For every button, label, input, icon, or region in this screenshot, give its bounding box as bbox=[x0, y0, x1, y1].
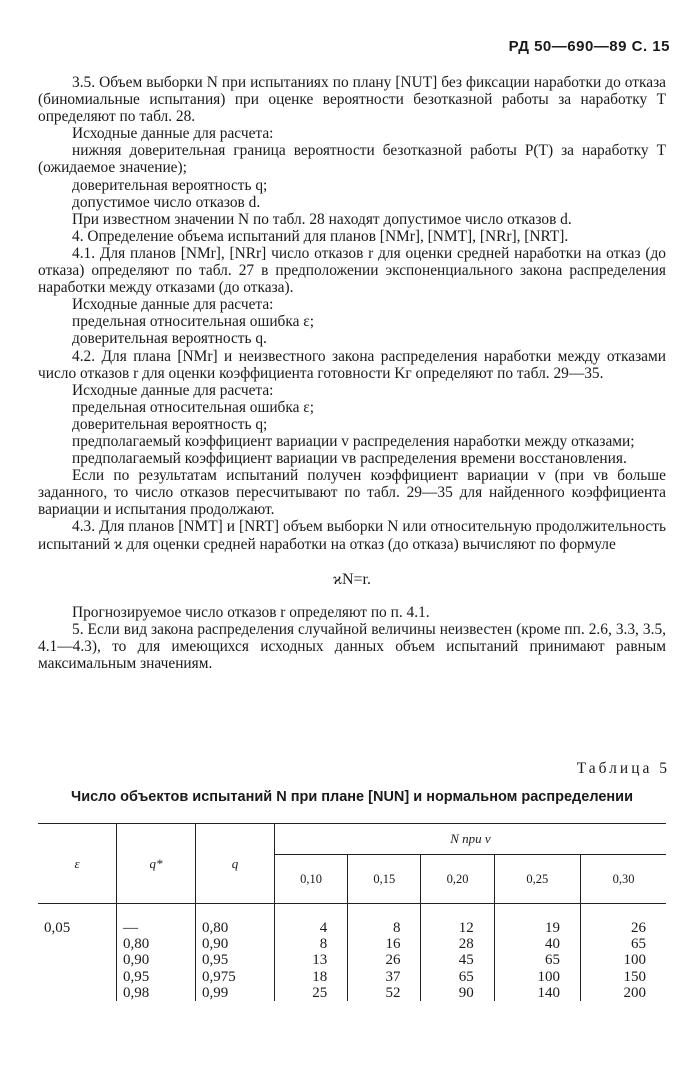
cell-n: 13 bbox=[275, 952, 348, 968]
col-header-v: 0,10 bbox=[275, 855, 348, 904]
cell-n: 25 bbox=[275, 985, 348, 1001]
cell-n: 65 bbox=[581, 936, 666, 952]
table-row bbox=[38, 936, 666, 952]
input-item-lower-bound: нижняя доверительная граница вероятности безотказной работы P(T) за наработку T (ожидаемое значение); bbox=[38, 142, 666, 177]
input-item-confidence: доверительная вероятность q; bbox=[72, 415, 268, 433]
input-item-failures: допустимое число отказов d. bbox=[72, 193, 261, 211]
cell-n: 200 bbox=[581, 985, 666, 1001]
table-row bbox=[38, 904, 666, 937]
cell-qstar: 0,98 bbox=[117, 985, 196, 1001]
data-table bbox=[38, 823, 666, 1001]
cell-n: 100 bbox=[581, 952, 666, 968]
cell-n: 40 bbox=[494, 936, 580, 952]
cell-q: 0,99 bbox=[196, 985, 275, 1001]
cell-n: 8 bbox=[275, 936, 348, 952]
col-header-v: 0,25 bbox=[494, 855, 580, 904]
paragraph-4-2: 4.2. Для плана [NMr] и неизвестного закона распределения наработки между отказами число отказов r для оценки коэффициента готовности Kг определяют по табл. 29—35. bbox=[38, 347, 666, 382]
cell-n: 90 bbox=[421, 985, 494, 1001]
cell-n: 18 bbox=[275, 969, 348, 985]
paragraph-4-3: 4.3. Для планов [NMT] и [NRT] объем выборки N или относительную продолжительность испытаний ϰ для оценки средней наработки на отказ (до отказа) вычисляют по формуле bbox=[38, 518, 666, 553]
cell-n: 8 bbox=[348, 904, 421, 937]
cell-n: 28 bbox=[421, 936, 494, 952]
cell-n: 16 bbox=[348, 936, 421, 952]
paragraph-4-1: 4.1. Для планов [NMr], [NRr] число отказов r для оценки средней наработки на отказ (до отказа) определяют по табл. 27 в предположении экспоненциального закона распределения наработки между отказами (до отказа). bbox=[38, 244, 666, 297]
col-header-q: q bbox=[196, 824, 275, 904]
cell-qstar: — bbox=[117, 904, 196, 937]
input-data-heading: Исходные данные для расчета: bbox=[72, 125, 274, 143]
cell-q: 0,80 bbox=[196, 904, 275, 937]
paragraph-recalc: Если по результатам испытаний получен коэффициент вариации v (при vв больше заданного, то число отказов пересчитывают по табл. 29—35 для найденного коэффициента вариации и испытания продолжают. bbox=[38, 467, 666, 519]
cell-qstar: 0,90 bbox=[117, 952, 196, 968]
cell-q: 0,90 bbox=[196, 936, 275, 952]
cell-q: 0,95 bbox=[196, 952, 275, 968]
cell-n: 65 bbox=[421, 969, 494, 985]
cell-n: 140 bbox=[494, 985, 580, 1001]
input-item-confidence: доверительная вероятность q; bbox=[72, 176, 268, 194]
page-header: РД 50—690—89 С. 15 bbox=[508, 38, 670, 55]
cell-eps bbox=[38, 969, 117, 985]
cell-n: 26 bbox=[348, 952, 421, 968]
cell-n: 37 bbox=[348, 969, 421, 985]
cell-n: 4 bbox=[275, 904, 348, 937]
col-header-group: N при v bbox=[275, 824, 667, 855]
cell-n: 65 bbox=[494, 952, 580, 968]
cell-eps bbox=[38, 985, 117, 1001]
cell-eps bbox=[38, 952, 117, 968]
cell-eps bbox=[38, 936, 117, 952]
col-header-eps: ε bbox=[38, 824, 117, 904]
table-title: Число объектов испытаний N при плане [NUN] и нормальном распределении bbox=[71, 789, 633, 805]
input-item-variation-v: предполагаемый коэффициент вариации v распределения наработки между отказами; bbox=[72, 432, 635, 450]
input-item-error: предельная относительная ошибка ε; bbox=[72, 398, 315, 416]
section-4-heading: 4. Определение объема испытаний для планов [NMr], [NMT], [NRr], [NRT]. bbox=[72, 227, 569, 245]
table-row bbox=[38, 952, 666, 968]
body-text bbox=[38, 74, 666, 672]
cell-n: 52 bbox=[348, 985, 421, 1001]
cell-n: 12 bbox=[421, 904, 494, 937]
cell-n: 26 bbox=[581, 904, 666, 937]
col-header-v: 0,20 bbox=[421, 855, 494, 904]
input-data-heading: Исходные данные для расчета: bbox=[72, 381, 274, 399]
col-header-qstar: q* bbox=[117, 824, 196, 904]
cell-n: 45 bbox=[421, 952, 494, 968]
cell-qstar: 0,80 bbox=[117, 936, 196, 952]
paragraph-known-n: При известном значении N по табл. 28 находят допустимое число отказов d. bbox=[72, 210, 572, 228]
paragraph-5: 5. Если вид закона распределения случайной величины неизвестен (кроме пп. 2.6, 3.3, 3.5, 4.1—4.3), то для имеющихся исходных данных объем испытаний принимают равным максимальным значениям. bbox=[38, 620, 666, 672]
input-item-variation-vb: предполагаемый коэффициент вариации vв распределения времени восстановления. bbox=[72, 450, 627, 468]
input-data-heading: Исходные данные для расчета: bbox=[72, 296, 274, 314]
cell-eps: 0,05 bbox=[44, 920, 71, 936]
paragraph-forecast: Прогнозируемое число отказов r определяют по п. 4.1. bbox=[72, 603, 430, 621]
cell-q: 0,975 bbox=[196, 969, 275, 985]
input-item-error: предельная относительная ошибка ε; bbox=[72, 313, 315, 331]
table-row bbox=[38, 985, 666, 1001]
input-item-confidence: доверительная вероятность q. bbox=[72, 330, 267, 348]
cell-n: 150 bbox=[581, 969, 666, 985]
col-header-v: 0,30 bbox=[581, 855, 666, 904]
cell-n: 100 bbox=[494, 969, 580, 985]
cell-n: 19 bbox=[494, 904, 580, 937]
formula: ϰN=r. bbox=[333, 570, 371, 588]
cell-qstar: 0,95 bbox=[117, 969, 196, 985]
table-label: Таблица 5 bbox=[576, 760, 670, 777]
col-header-v: 0,15 bbox=[348, 855, 421, 904]
table-row bbox=[38, 969, 666, 985]
paragraph-3-5: 3.5. Объем выборки N при испытаниях по плану [NUT] без фиксации наработки до отказа (биномиальные испытания) при оценке вероятности безотказной работы за наработку T определяют по табл. 28. bbox=[38, 74, 666, 126]
